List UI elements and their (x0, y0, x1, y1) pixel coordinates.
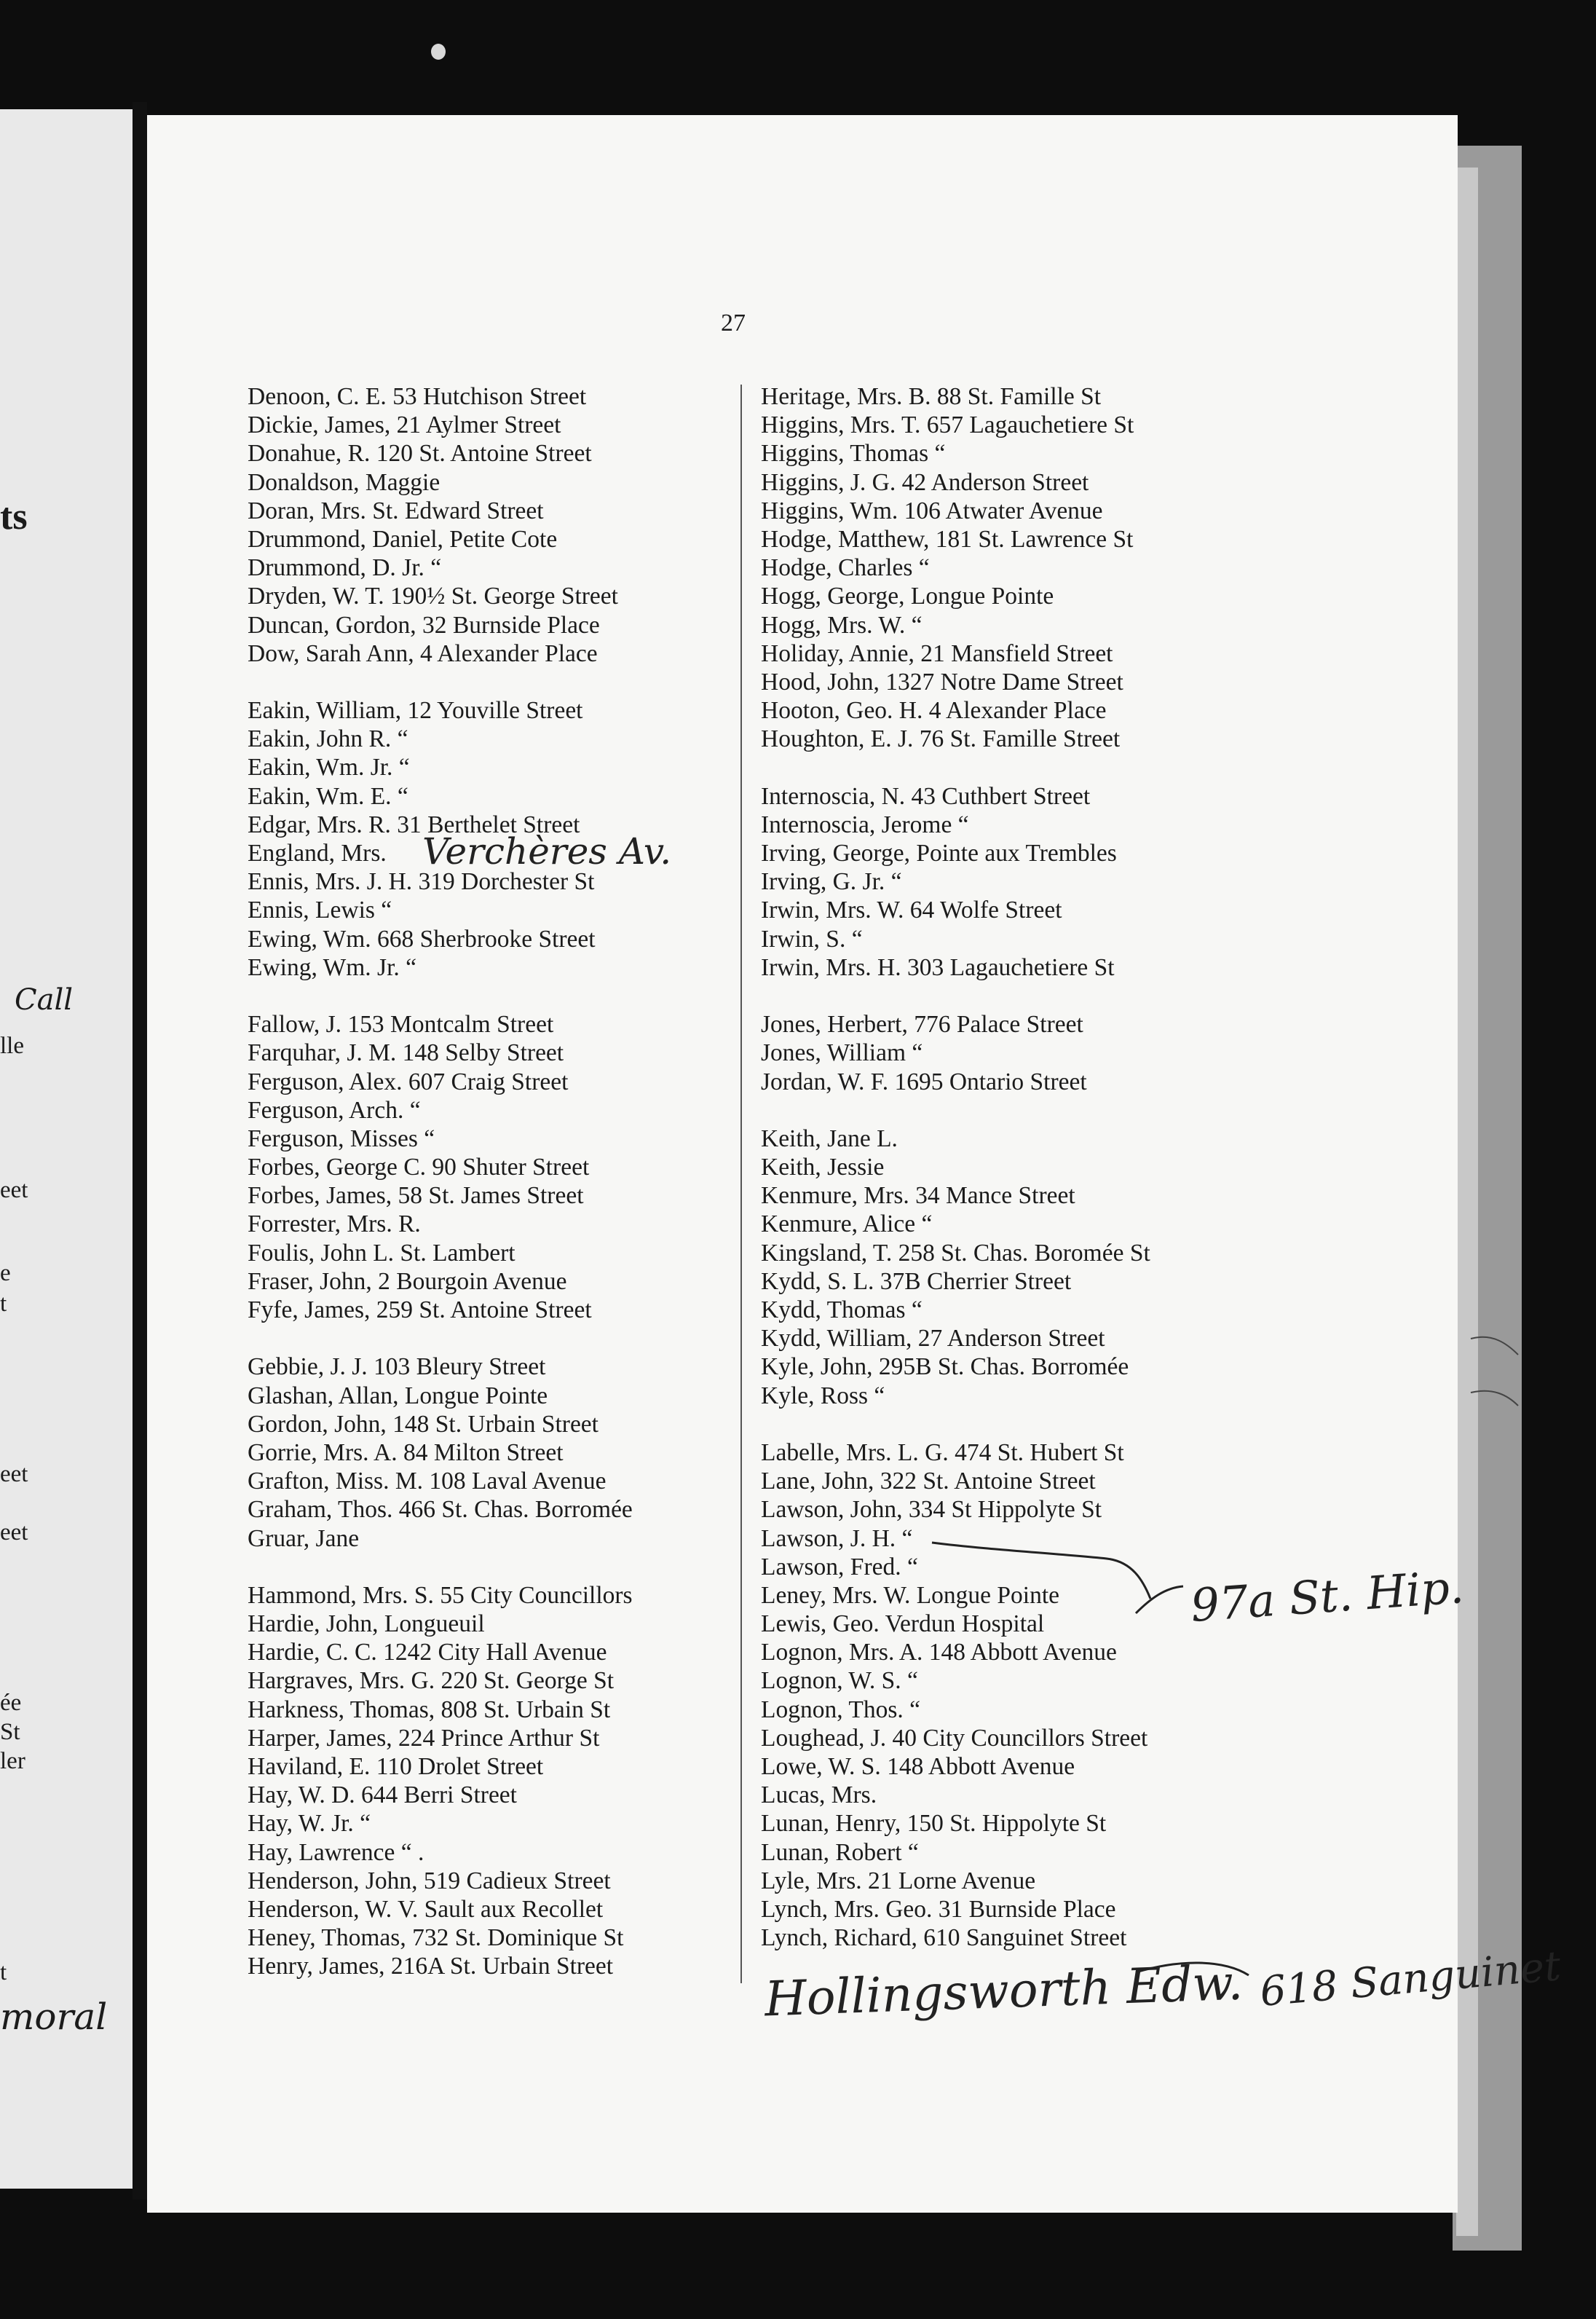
directory-entry: Holiday, Annie, 21 Mansfield Street (761, 639, 1113, 667)
directory-entry: Farquhar, J. M. 148 Selby Street (248, 1039, 564, 1067)
handwritten-annotation: Hollingsworth Edw. (763, 1954, 1244, 2028)
directory-entry: Heney, Thomas, 732 St. Dominique St (248, 1924, 624, 1952)
directory-entry: Hodge, Charles “ (761, 554, 930, 582)
left-fragment: St (0, 1719, 20, 1745)
directory-entry: Higgins, J. G. 42 Anderson Street (761, 468, 1089, 496)
directory-entry: Kydd, William, 27 Anderson Street (761, 1325, 1105, 1353)
directory-entry: Forbes, George C. 90 Shuter Street (248, 1154, 590, 1181)
directory-entry: Kydd, S. L. 37B Cherrier Street (761, 1267, 1072, 1295)
directory-entry: Higgins, Mrs. T. 657 Lagauchetiere St (761, 412, 1134, 439)
directory-entry: Heritage, Mrs. B. 88 St. Famille St (761, 383, 1102, 410)
directory-entry: Irving, George, Pointe aux Trembles (761, 840, 1117, 867)
directory-entry: Forrester, Mrs. R. (248, 1210, 421, 1238)
directory-entry: Lawson, Fred. “ (761, 1553, 918, 1580)
directory-entry: Haviland, E. 110 Drolet Street (248, 1753, 544, 1780)
directory-entry: Glashan, Allan, Longue Pointe (248, 1382, 548, 1409)
left-fragment: t (0, 1291, 7, 1317)
directory-entry: Forbes, James, 58 St. James Street (248, 1182, 584, 1210)
directory-entry: Graham, Thos. 466 St. Chas. Borromée (248, 1496, 633, 1524)
directory-entry: Lawson, J. H. “ (761, 1524, 913, 1552)
directory-entry: Ennis, Mrs. J. H. 319 Dorchester St (248, 868, 595, 896)
directory-entry: Hodge, Matthew, 181 St. Lawrence St (761, 525, 1134, 553)
directory-entry: Henderson, John, 519 Cadieux Street (248, 1867, 611, 1894)
directory-entry: Irwin, Mrs. W. 64 Wolfe Street (761, 897, 1062, 924)
directory-entry: Duncan, Gordon, 32 Burnside Place (248, 611, 600, 639)
directory-entry: Kingsland, T. 258 St. Chas. Boromée St (761, 1239, 1150, 1267)
directory-entry: Lognon, Mrs. A. 148 Abbott Avenue (761, 1639, 1117, 1666)
directory-entry: Lynch, Richard, 610 Sanguinet Street (761, 1924, 1127, 1952)
directory-entry: Gorrie, Mrs. A. 84 Milton Street (248, 1438, 564, 1466)
directory-entry: Donahue, R. 120 St. Antoine Street (248, 440, 592, 468)
left-fragment: t (0, 1959, 7, 1985)
directory-entry: Drummond, D. Jr. “ (248, 554, 442, 582)
directory-entry: Harper, James, 224 Prince Arthur St (248, 1724, 600, 1752)
directory-entry: Lucas, Mrs. (761, 1781, 877, 1809)
directory-entry: Hay, Lawrence “ . (248, 1838, 424, 1866)
left-fragment: eet (0, 1519, 28, 1546)
directory-entry: Hood, John, 1327 Notre Dame Street (761, 668, 1123, 696)
directory-entry: Internoscia, N. 43 Cuthbert Street (761, 782, 1091, 810)
directory-entry: Harkness, Thomas, 808 St. Urbain St (248, 1696, 611, 1723)
directory-entry: Jones, William “ (761, 1039, 923, 1067)
directory-entry: Irwin, Mrs. H. 303 Lagauchetiere St (761, 953, 1115, 981)
directory-entry: Ferguson, Arch. “ (248, 1096, 421, 1124)
directory-entry: Internoscia, Jerome “ (761, 811, 969, 838)
directory-entry: Irving, G. Jr. “ (761, 868, 902, 896)
directory-entry: Henry, James, 216A St. Urbain Street (248, 1953, 614, 1980)
directory-entry: Ewing, Wm. Jr. “ (248, 953, 416, 981)
handwritten-annotation: 97a St. Hip. (1188, 1559, 1466, 1633)
handwritten-annotation: Verchères Av. (422, 830, 672, 873)
directory-entry: Henderson, W. V. Sault aux Recollet (248, 1895, 604, 1923)
left-fragment: e (0, 1260, 11, 1286)
directory-entry: Fraser, John, 2 Bourgoin Avenue (248, 1267, 567, 1295)
directory-entry: Kyle, John, 295B St. Chas. Borromée (761, 1353, 1129, 1381)
directory-entry: Hardie, John, Longueuil (248, 1610, 485, 1638)
directory-entry: Jones, Herbert, 776 Palace Street (761, 1011, 1083, 1039)
directory-entry: Jordan, W. F. 1695 Ontario Street (761, 1068, 1087, 1095)
directory-entry: Edgar, Mrs. R. 31 Berthelet Street (248, 811, 580, 838)
directory-entry: Lewis, Geo. Verdun Hospital (761, 1610, 1045, 1638)
directory-entry: Donaldson, Maggie (248, 468, 441, 496)
directory-entry: Kenmure, Mrs. 34 Mance Street (761, 1182, 1075, 1210)
directory-entry: Hay, W. D. 644 Berri Street (248, 1781, 517, 1809)
directory-entry: Kenmure, Alice “ (761, 1210, 933, 1238)
directory-entry: Lunan, Henry, 150 St. Hippolyte St (761, 1810, 1107, 1838)
directory-entry: Higgins, Wm. 106 Atwater Avenue (761, 497, 1103, 524)
directory-entry: Dow, Sarah Ann, 4 Alexander Place (248, 639, 598, 667)
directory-entry: Ennis, Lewis “ (248, 897, 392, 924)
directory-entry: Hardie, C. C. 1242 City Hall Avenue (248, 1639, 607, 1666)
directory-entry: Lunan, Robert “ (761, 1838, 919, 1866)
directory-entry: Lynch, Mrs. Geo. 31 Burnside Place (761, 1895, 1116, 1923)
directory-entry: Fyfe, James, 259 St. Antoine Street (248, 1296, 592, 1323)
directory-entry: Lowe, W. S. 148 Abbott Avenue (761, 1753, 1075, 1780)
directory-entry: Hargraves, Mrs. G. 220 St. George St (248, 1667, 615, 1695)
directory-entry: Eakin, William, 12 Youville Street (248, 697, 583, 725)
directory-entry: Doran, Mrs. St. Edward Street (248, 497, 544, 524)
left-fragment: lle (0, 1033, 24, 1059)
directory-entry: Gordon, John, 148 St. Urbain Street (248, 1410, 598, 1438)
directory-entry: Hogg, George, Longue Pointe (761, 583, 1054, 610)
directory-entry: Dryden, W. T. 190½ St. George Street (248, 583, 618, 610)
left-fragment: eet (0, 1177, 28, 1203)
directory-entry: Lognon, Thos. “ (761, 1696, 920, 1723)
directory-entry: Fallow, J. 153 Montcalm Street (248, 1011, 554, 1039)
directory-entry: Drummond, Daniel, Petite Cote (248, 525, 558, 553)
directory-entry: Ferguson, Alex. 607 Craig Street (248, 1068, 569, 1095)
directory-entry: Loughead, J. 40 City Councillors Street (761, 1724, 1148, 1752)
directory-entry: Houghton, E. J. 76 St. Famille Street (761, 725, 1121, 753)
directory-entry: Foulis, John L. St. Lambert (248, 1239, 515, 1267)
left-fragment: ts (0, 496, 28, 538)
directory-entry: Lognon, W. S. “ (761, 1667, 918, 1695)
left-fragment: moral (0, 1996, 108, 2038)
directory-entry: Dickie, James, 21 Aylmer Street (248, 412, 561, 439)
directory-entry: Leney, Mrs. W. Longue Pointe (761, 1581, 1060, 1609)
left-fragment: ler (0, 1748, 25, 1774)
directory-entry: Keith, Jessie (761, 1154, 885, 1181)
directory-entry: England, Mrs. (248, 840, 387, 867)
directory-entry: Ewing, Wm. 668 Sherbrooke Street (248, 925, 596, 953)
directory-entry: Irwin, S. “ (761, 925, 863, 953)
directory-entry: Gebbie, J. J. 103 Bleury Street (248, 1353, 546, 1381)
directory-entry: Gruar, Jane (248, 1524, 360, 1552)
left-fragment: eet (0, 1461, 28, 1487)
left-fragment: ée (0, 1690, 22, 1716)
directory-entry: Lawson, John, 334 St Hippolyte St (761, 1496, 1102, 1524)
directory-entry: Hammond, Mrs. S. 55 City Councillors (248, 1581, 633, 1609)
left-fragment: Call (15, 983, 74, 1017)
directory-entry: Lane, John, 322 St. Antoine Street (761, 1468, 1096, 1495)
directory-entry: Eakin, John R. “ (248, 725, 408, 753)
directory-entry: Denoon, C. E. 53 Hutchison Street (248, 383, 587, 410)
directory-entry: Eakin, Wm. E. “ (248, 782, 408, 810)
directory-entry: Hogg, Mrs. W. “ (761, 611, 923, 639)
directory-entry: Hooton, Geo. H. 4 Alexander Place (761, 697, 1107, 725)
directory-entry: Hay, W. Jr. “ (248, 1810, 371, 1838)
directory-entry: Higgins, Thomas “ (761, 440, 946, 468)
directory-entry: Kyle, Ross “ (761, 1382, 885, 1409)
directory-entry: Labelle, Mrs. L. G. 474 St. Hubert St (761, 1438, 1124, 1466)
directory-entry: Grafton, Miss. M. 108 Laval Avenue (248, 1468, 607, 1495)
directory-entry: Lyle, Mrs. 21 Lorne Avenue (761, 1867, 1036, 1894)
directory-entry: Ferguson, Misses “ (248, 1125, 435, 1152)
directory-entry: Kydd, Thomas “ (761, 1296, 923, 1323)
handwritten-annotation: 618 Sanguinet (1257, 1942, 1563, 2016)
directory-entry: Keith, Jane L. (761, 1125, 898, 1152)
directory-entry: Eakin, Wm. Jr. “ (248, 754, 410, 781)
page-number: 27 (721, 310, 746, 336)
